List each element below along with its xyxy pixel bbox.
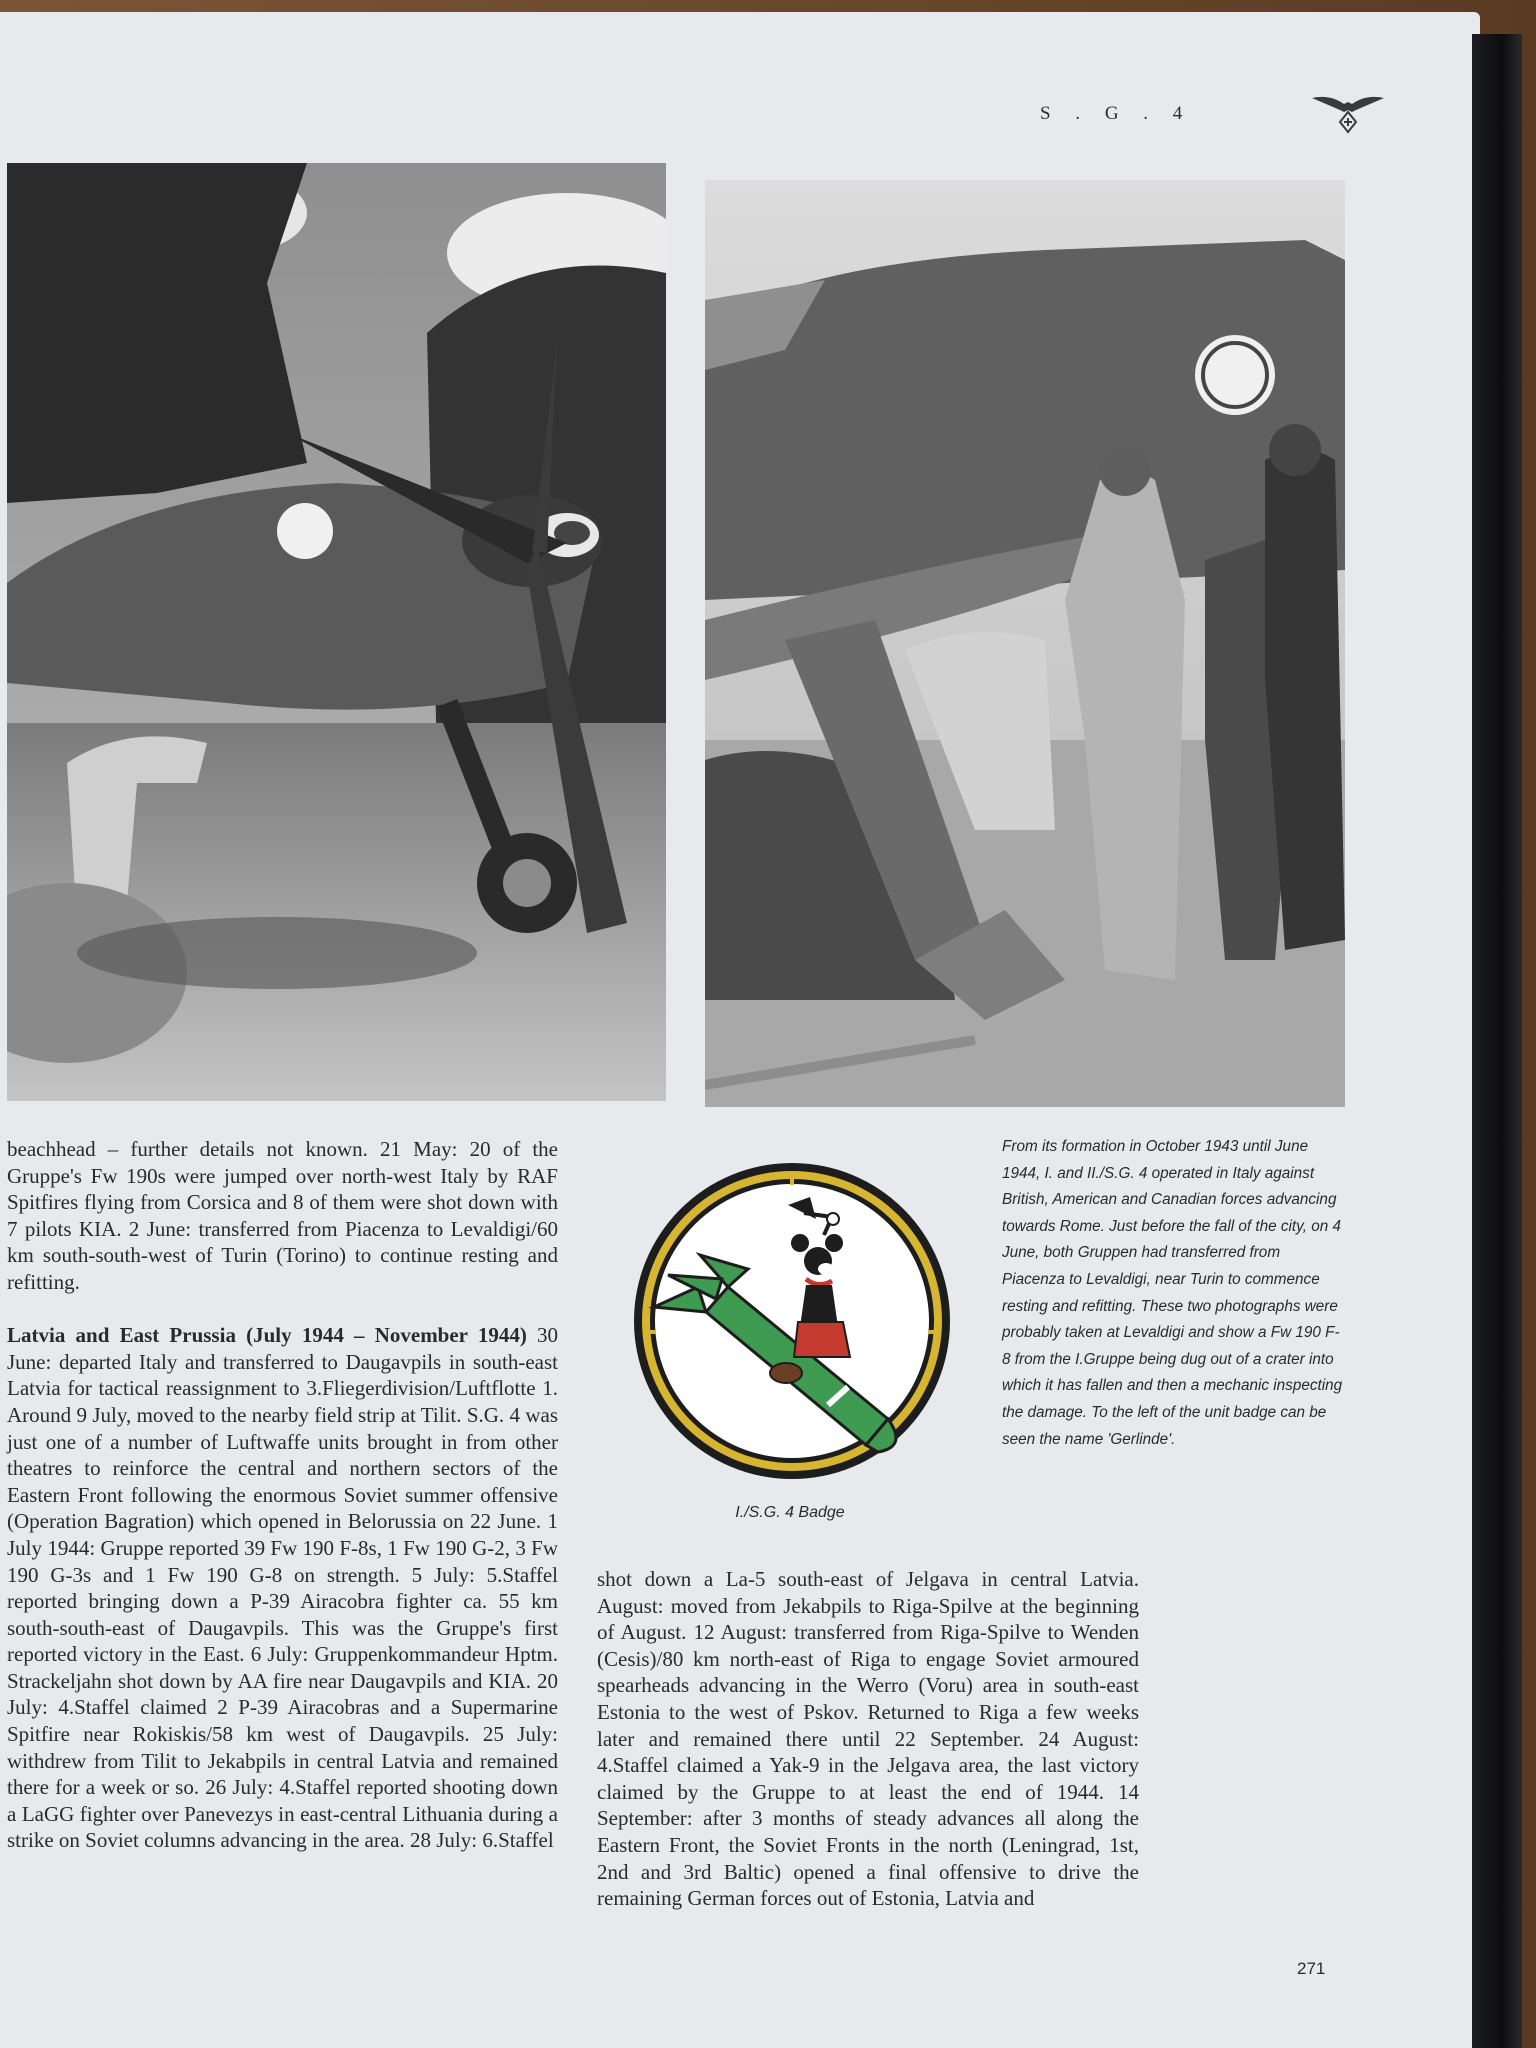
left-column-text [7,1136,558,1854]
photo-caption: From its formation in October 1943 until June 1944, I. and II./S.G. 4 operated in Italy against British, American and Canadian forces advancing towards Rome. Just before the fall of the city, on 4 June, both Gruppen had transferred from Piacenza to Levaldigi, near Turin to commence resting and refitting. These two photographs were probably taken at Levaldigi and show a Fw 190 F-8 from the I.Gruppe being dug out of a crater into which it has fallen and then a mechanic inspecting the damage. To the left of the unit badge can be seen the name 'Gerlinde'. [1002,1138,1343,1448]
paragraph-latvia: 30 June: departed Italy and transferred to Daugavpils in south-east Latvia for tactical reassignment to 3.Fliegerdivision/Luftflotte 1. Around 9 July, moved to the nearby field strip at Tilit. S.G. 4 was just one of a number of Luftwaffe units brought in from other theatres to reinforce the central and northern sectors of the Eastern Front following the enormous Soviet summer offensive (Operation Bagration) which opened in Belorussia on 22 June. 1 July 1944: Gruppe reported 39 Fw 190 F-8s, 1 Fw 190 G-2, 3 Fw 190 G-3s and 1 Fw 190 G-8 on strength. 5 July: 5.Staffel reported bringing down a P-39 Airacobra fighter ca. 55 km south-south-east of Daugavpils. This was the Gruppe's first reported victory in the East. 6 July: Gruppenkommandeur Hptm. Strackeljahn shot down by AA fire near Daugavpils and KIA. 20 July: 4.Staffel claimed 2 P-39 Airacobras and a Supermarine Spitfire near Rokiskis/58 km west of Daugavpils. 25 July: withdrew from Tilit to Jekabpils in central Latvia and remained there for a week or so. 26 July: 4.Staffel reported shooting down a LaGG fighter over Panevezys in east-central Lithuania during a strike on Soviet columns advancing in the area. 28 July: 6.Staffel [7,1323,559,1853]
section-title: S . G . 4 [1040,103,1193,124]
badge-caption: I./S.G. 4 Badge [735,1504,845,1521]
paragraph-beachhead: beachhead – further details not known. 21 May: 20 of the Gruppe's Fw 190s were jumped over north-west Italy by RAF Spitfires flying from Corsica and 8 of them were shot down with 7 pilots KIA. 2 June: transferred from Piacenza to Levaldigi/60 km south-south-west of Turin (Torino) to continue resting and refitting. [7,1137,558,1294]
book-spine [1472,34,1522,2048]
subheading-latvia-east-prussia: Latvia and East Prussia (July 1944 – November 1944) [7,1323,527,1348]
right-column-text: shot down a La-5 south-east of Jelgava in central Latvia. August: moved from Jekabpils to Riga-Spilve at the beginning of August. 12 August: transferred from Riga-Spilve to Wenden (Cesis)/80 km north-east of Riga to engage Soviet armoured spearheads advancing in the Werro (Voru) area in south-east Estonia to the west of Pskov. Returned to Riga a few weeks later and remained there until 22 September. 24 August: 4.Staffel claimed a Yak-9 in the Jelgava area, the last victory claimed by the Gruppe to at least the end of 1944. 14 September: after 3 months of steady advances all along the Eastern Front, the Soviet Fronts in the north (Leningrad, 1st, 2nd and 3rd Baltic) opened a final offensive to drive the remaining German forces out of Estonia, Latvia and [597,1567,1139,1911]
luftwaffe-eagle-icon [1310,90,1386,138]
page-number: 271 [1297,1959,1326,1978]
fw190-crater-photo [705,180,1345,1107]
fw190-nose-photo [7,163,666,1101]
unit-badge-mickey-bomb [628,1157,956,1485]
